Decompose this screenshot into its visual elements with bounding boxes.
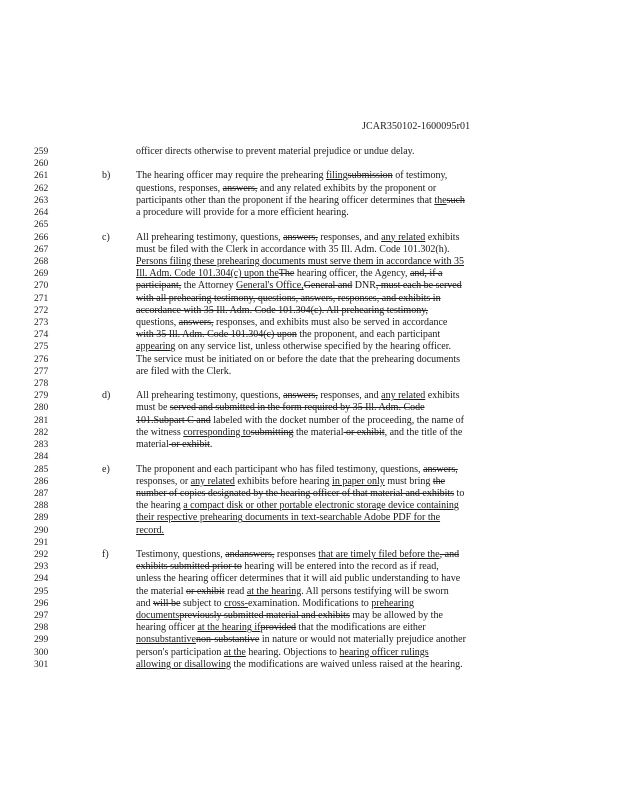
line-number: 263 xyxy=(34,195,49,206)
line-text xyxy=(136,598,414,610)
document-line xyxy=(0,512,644,524)
line-text xyxy=(136,354,460,366)
line-text xyxy=(136,512,440,524)
deleted-text: exhibits submitted prior to xyxy=(136,561,242,573)
text-segment: a procedure will provide for a more efficient hearing. xyxy=(136,207,349,219)
line-number: 267 xyxy=(34,244,49,255)
line-number: 285 xyxy=(34,464,49,475)
deleted-text: 101.Subpart C and xyxy=(136,414,211,426)
inserted-text: prehearing xyxy=(371,597,415,609)
text-segment: responses xyxy=(274,548,319,560)
line-text xyxy=(136,232,459,244)
deleted-text: the xyxy=(432,475,446,487)
line-text xyxy=(136,183,436,195)
text-segment: exhibits xyxy=(425,231,460,243)
text-segment: may be allowed by the xyxy=(349,610,443,621)
subsection-label: c) xyxy=(102,231,110,243)
line-text xyxy=(136,476,445,488)
text-segment: participants other than the proponent if the hearing officer determines that xyxy=(136,194,435,206)
document-line xyxy=(0,573,644,585)
line-number: 276 xyxy=(34,354,49,365)
document-line xyxy=(0,525,644,537)
text-segment: hearing officer, the Agency, xyxy=(294,268,410,280)
document-line xyxy=(0,146,644,158)
text-segment: in nature or would not materially prejudice another xyxy=(259,634,466,646)
document-line xyxy=(0,293,644,305)
line-text xyxy=(136,170,447,182)
line-text xyxy=(136,610,443,622)
text-segment: exhibits before hearing xyxy=(234,475,333,487)
document-line xyxy=(0,329,644,341)
line-number: 271 xyxy=(34,293,49,304)
deleted-text: previously submitted material and exhibits xyxy=(179,610,350,621)
line-number: 300 xyxy=(34,647,49,658)
text-segment: questions, responses, xyxy=(136,182,223,194)
text-segment: the material xyxy=(293,426,344,438)
text-segment: hearing officer xyxy=(136,622,198,634)
line-text xyxy=(136,549,459,561)
line-number: 278 xyxy=(34,379,49,389)
document-line xyxy=(0,451,644,463)
inserted-text: in paper only xyxy=(332,475,385,487)
document-line xyxy=(0,415,644,427)
line-text xyxy=(136,280,462,292)
line-text xyxy=(136,402,425,414)
line-text xyxy=(136,525,164,537)
document-line xyxy=(0,464,644,476)
deleted-text: submitting xyxy=(250,426,294,438)
document-line xyxy=(0,305,644,317)
document-line xyxy=(0,476,644,488)
inserted-text: at the hearing if xyxy=(197,622,261,634)
deleted-text: provided xyxy=(260,622,297,634)
document-line xyxy=(0,170,644,182)
line-text xyxy=(136,427,462,439)
inserted-text: record. xyxy=(136,524,165,536)
text-segment: hearing will be entered into the record as if read, xyxy=(241,561,439,573)
document-line xyxy=(0,366,644,378)
line-number: 289 xyxy=(34,513,49,524)
deleted-text: and xyxy=(225,548,240,560)
text-segment: the hearing xyxy=(136,500,184,512)
line-text xyxy=(136,659,463,671)
line-number: 301 xyxy=(34,659,49,670)
deleted-text: The xyxy=(278,268,295,280)
text-segment: to xyxy=(454,487,465,499)
document-line xyxy=(0,280,644,292)
document-line xyxy=(0,354,644,366)
line-number: 268 xyxy=(34,256,49,267)
line-number: 294 xyxy=(34,574,49,585)
inserted-text: at the xyxy=(223,646,246,658)
inserted-text: any related xyxy=(381,390,426,402)
text-segment: All prehearing testimony, questions, xyxy=(136,390,284,402)
deleted-text: submission xyxy=(347,170,393,182)
deleted-text: or exhibit xyxy=(168,439,210,450)
line-text xyxy=(136,341,451,353)
line-number: 275 xyxy=(34,342,49,353)
line-number: 269 xyxy=(34,269,49,280)
deleted-text: answers, xyxy=(178,316,214,328)
line-number: 261 xyxy=(34,171,49,182)
text-segment: the witness xyxy=(136,426,184,438)
inserted-text: hearing officer rulings xyxy=(339,646,429,658)
deleted-text: accordance with 35 Ill. Adm. Code 101.304(c). All prehearing testimony, xyxy=(136,304,429,316)
text-segment: questions, xyxy=(136,316,179,328)
line-number: 260 xyxy=(34,159,49,170)
document-line xyxy=(0,341,644,353)
line-number: 292 xyxy=(34,549,49,560)
line-number: 264 xyxy=(34,208,49,219)
document-line xyxy=(0,219,644,231)
inserted-text: their respective prehearing documents in text-searchable Adobe PDF for the xyxy=(136,512,441,524)
document-line xyxy=(0,598,644,610)
line-text xyxy=(136,573,460,585)
line-text xyxy=(136,329,440,341)
inserted-text: appearing xyxy=(136,341,176,353)
text-segment: and any related exhibits by the proponent or xyxy=(257,182,437,194)
text-segment: hearing. Objections to xyxy=(245,646,340,658)
inserted-text: that are timely filed before the xyxy=(318,548,440,560)
text-segment: examination. Modifications to xyxy=(247,597,372,609)
deleted-text: or exhibit xyxy=(185,585,225,597)
line-text xyxy=(136,256,464,268)
text-segment: labeled with the docket number of the proceeding, the name of xyxy=(210,414,464,426)
line-number: 279 xyxy=(34,391,49,402)
text-segment: read xyxy=(224,585,247,597)
text-segment: All prehearing testimony, questions, xyxy=(136,231,284,243)
line-number: 284 xyxy=(34,452,49,463)
line-text xyxy=(136,244,450,256)
line-text xyxy=(136,415,464,427)
line-number: 270 xyxy=(34,281,49,292)
line-number: 280 xyxy=(34,403,49,414)
text-segment: subject to xyxy=(180,597,225,609)
document-line xyxy=(0,549,644,561)
line-text xyxy=(136,317,447,329)
line-text xyxy=(136,439,212,451)
inserted-text: General's Office, xyxy=(235,280,304,292)
line-number: 291 xyxy=(34,537,49,548)
line-number: 286 xyxy=(34,476,49,487)
line-text xyxy=(136,488,464,500)
document-line xyxy=(0,439,644,451)
document-line xyxy=(0,500,644,512)
line-number: 299 xyxy=(34,635,49,646)
line-text xyxy=(136,647,429,659)
inserted-text: any related xyxy=(381,231,426,243)
text-segment: on any service list, unless otherwise specified by the hearing officer. xyxy=(175,341,452,353)
inserted-text: Persons filing these prehearing documents must serve them in accordance with 35 xyxy=(136,255,464,267)
text-segment: The service must be initiated on or before the date that the prehearing documents xyxy=(136,353,461,365)
document-line xyxy=(0,268,644,280)
document-line xyxy=(0,659,644,671)
line-number: 290 xyxy=(34,525,49,536)
document-line xyxy=(0,244,644,256)
text-segment: the proponent, and each participant xyxy=(296,329,441,341)
deleted-text: answers, xyxy=(222,182,258,194)
subsection-label: e) xyxy=(102,463,110,475)
line-text xyxy=(136,195,465,207)
document-line xyxy=(0,207,644,219)
deleted-text: and, if a xyxy=(409,268,443,280)
line-number: 288 xyxy=(34,501,49,512)
line-number: 273 xyxy=(34,317,49,328)
deleted-text: with 35 Ill. Adm. Code 101.304(c) upon xyxy=(136,329,297,341)
inserted-text: at the hearing xyxy=(246,585,302,597)
document-line xyxy=(0,586,644,598)
text-segment: must bring xyxy=(384,475,433,487)
subsection-label: f) xyxy=(102,548,109,560)
line-text xyxy=(136,293,441,305)
line-text xyxy=(136,366,231,378)
line-number: 293 xyxy=(34,562,49,573)
text-segment: that the modifications are either xyxy=(296,622,426,634)
line-number: 272 xyxy=(34,305,49,316)
text-segment: officer directs otherwise to prevent material prejudice or undue delay. xyxy=(136,146,415,157)
deleted-text: General and xyxy=(303,280,353,292)
text-segment: . All persons testifying will be sworn xyxy=(301,585,449,597)
document-line xyxy=(0,390,644,402)
line-text xyxy=(136,634,466,646)
line-number: 298 xyxy=(34,623,49,634)
document-line xyxy=(0,402,644,414)
line-text xyxy=(136,268,442,280)
text-segment: responses, or xyxy=(136,475,191,487)
document-line xyxy=(0,378,644,390)
deleted-text: answers, xyxy=(283,231,318,243)
text-segment: material xyxy=(136,439,169,450)
line-text xyxy=(136,207,349,219)
document-line xyxy=(0,427,644,439)
line-number: 277 xyxy=(34,366,49,377)
deleted-text: number of copies designated by the hearing officer of that material and exhibits xyxy=(136,487,455,499)
inserted-text: the xyxy=(434,194,447,206)
inserted-text: cross- xyxy=(224,597,248,609)
text-segment: of testimony, xyxy=(392,170,448,182)
line-number: 297 xyxy=(34,611,49,621)
inserted-text: corresponding to xyxy=(183,426,251,438)
document-line xyxy=(0,488,644,500)
text-segment: responses, and xyxy=(317,231,382,243)
deleted-text: , must each be served xyxy=(375,280,462,292)
text-segment: are filed with the Clerk. xyxy=(136,365,232,377)
inserted-text: allowing or disallowing xyxy=(136,658,231,670)
line-number: 287 xyxy=(34,488,49,499)
document-line xyxy=(0,256,644,268)
line-number: 283 xyxy=(34,440,49,450)
line-text xyxy=(136,390,459,402)
text-segment: the modifications are waived unless raised at the hearing. xyxy=(231,658,463,670)
inserted-text: a compact disk or other portable electronic storage device containing xyxy=(183,500,459,512)
line-text xyxy=(136,464,458,476)
text-segment: responses, and xyxy=(317,390,382,402)
subsection-label: d) xyxy=(102,390,111,402)
document-header: JCAR350102-1600095r01 xyxy=(362,121,471,132)
text-segment: the Attorney xyxy=(181,280,236,292)
text-segment: must be filed with the Clerk in accordance with 35 Ill. Adm. Code 101.302(h). xyxy=(136,243,450,255)
deleted-text: answers, xyxy=(239,548,275,560)
line-number: 295 xyxy=(34,586,49,597)
document-line xyxy=(0,317,644,329)
deleted-text: such xyxy=(446,194,465,206)
document-line xyxy=(0,622,644,634)
text-segment: exhibits xyxy=(425,390,460,402)
line-number: 296 xyxy=(34,598,49,609)
document-line xyxy=(0,610,644,622)
document-line xyxy=(0,183,644,195)
deleted-text: answers, xyxy=(283,390,318,402)
text-segment: and xyxy=(136,597,153,609)
line-text xyxy=(136,146,415,158)
deleted-text: served and submitted in the form required by 35 Ill. Adm. Code xyxy=(169,402,425,414)
deleted-text: with all prehearing testimony, questions, answers, responses, and exhibits in xyxy=(136,292,441,304)
deleted-text: or exhibit xyxy=(343,426,385,438)
line-text xyxy=(136,586,449,598)
inserted-text: filing xyxy=(326,170,348,182)
subsection-label: b) xyxy=(102,170,111,182)
deleted-text: answers, xyxy=(423,463,458,475)
document-line xyxy=(0,561,644,573)
deleted-text: , and xyxy=(439,548,460,560)
line-text xyxy=(136,622,426,634)
line-number: 259 xyxy=(34,147,49,157)
document-line xyxy=(0,647,644,659)
text-segment: . xyxy=(209,439,213,450)
line-text xyxy=(136,500,459,512)
deleted-text: non-substantive xyxy=(196,634,260,646)
inserted-text: nonsubstantive xyxy=(136,634,196,646)
text-segment: , and the title of the xyxy=(384,426,463,438)
line-number: 266 xyxy=(34,232,49,243)
deleted-text: participant, xyxy=(136,280,182,292)
inserted-text: documents xyxy=(136,610,180,621)
text-segment: Testimony, questions, xyxy=(136,548,226,560)
inserted-text: any related xyxy=(190,475,235,487)
text-segment: DNR xyxy=(352,280,376,292)
line-number: 265 xyxy=(34,220,49,231)
text-segment: The hearing officer may require the prehearing xyxy=(136,170,326,182)
document-line xyxy=(0,232,644,244)
inserted-text: Ill. Adm. Code 101.304(c) upon the xyxy=(136,268,279,280)
line-number: 262 xyxy=(34,183,49,194)
line-number: 281 xyxy=(34,415,49,426)
line-number: 282 xyxy=(34,427,49,438)
text-segment: person's participation xyxy=(136,646,224,658)
line-text xyxy=(136,561,439,573)
deleted-text: will be xyxy=(152,597,181,609)
text-segment: the material xyxy=(136,585,186,597)
text-segment: The proponent and each participant who has filed testimony, questions, xyxy=(136,463,424,475)
text-segment: responses, and exhibits must also be served in accordance xyxy=(213,316,448,328)
document-line xyxy=(0,158,644,170)
document-line xyxy=(0,634,644,646)
text-segment: unless the hearing officer determines that it will aid public understanding to have xyxy=(136,573,461,585)
document-line xyxy=(0,537,644,549)
line-text xyxy=(136,305,428,317)
text-segment: must be xyxy=(136,402,170,414)
document-line xyxy=(0,195,644,207)
line-number: 274 xyxy=(34,330,49,341)
